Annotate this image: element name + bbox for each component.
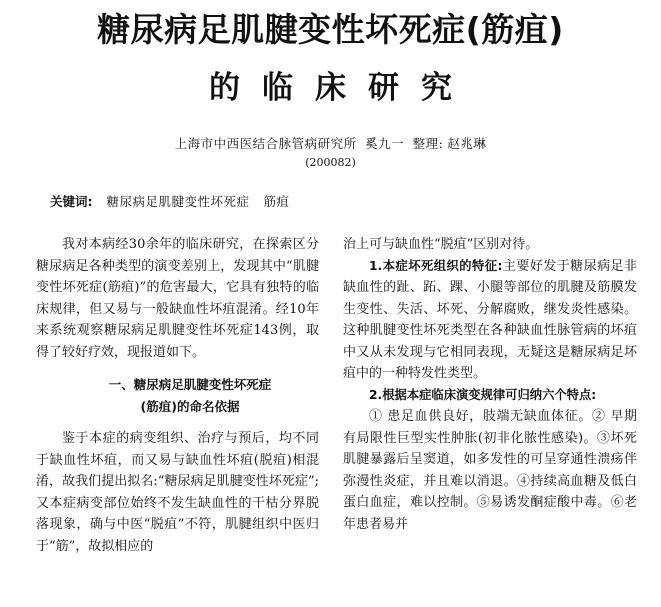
point-1-text: 主要好发于糖尿病足非缺血性的趾、跖、踝、小腿等部位的肌腱及筋膜发生变性、失活、坏死、分解腐败，继发炎性感染。这种肌腱变性坏死类型在各种缺血性脉管病的坏疽中又从未发现与它相同表现，无疑这是糖尿病足坏疽中的一种特发性类型。 [343,258,637,381]
point-2-heading [343,385,637,407]
point-1-label: 1.本症坏死组织的特征: [369,258,503,273]
section-1-heading [36,374,319,417]
keywords-label: 关键词: [50,194,93,209]
keyword-item: 筋疽 [263,194,290,209]
organizer-label: 整理: [412,136,444,151]
section-1-heading-line-2: (筋疽)的命名依据 [140,398,240,414]
keyword-item: 糖尿病足肌腱变性坏死症 [106,194,250,209]
point-1-paragraph [343,256,637,385]
section-1-heading-line-1: 一、糖尿病足肌腱变性坏死症 [108,377,272,392]
institute-name: 上海市中西医结合脉管病研究所 [174,136,357,151]
left-column [36,234,319,557]
organizer-name: 赵兆琳 [447,136,487,151]
intro-paragraph: 我对本病经30余年的临床研究，在探索区分糖尿病足各种类型的演变差别上，发现其中“肌腱变性坏死症(筋疽)”的危害最大，它具有独特的临床规律，但又易与一般缺血性坏疽混淆。经10年来系统观察糖尿病足肌腱变性坏死症143例，取得了较好疗效，现报道如下。 [36,237,319,360]
keywords-line [50,192,290,210]
right-column [343,234,637,535]
point-2-paragraph: ① 患足血供良好，肢端无缺血体征。② 早期有局限性巨型实性肿胀(初非化脓性感染)。③坏死肌腱暴露后呈窦道，如多发性的可呈穿通性溃疡伴弥漫性炎症，并且难以消退。④持续高血糖及低白蛋白血症，难以控制。⑤易诱发酮症酸中毒。⑥老年患者易并 [343,409,637,532]
article-title-line-2: 的临床研究 [209,70,474,106]
postcode: (200082) [305,156,356,169]
article-title-line-1: 糖尿病足肌腱变性坏死症(筋疽) [97,10,564,49]
author-name: 奚九一 [365,136,405,151]
point-2-label: 2.根据本症临床演变规律可归纳六个特点: [369,387,597,402]
continuation-paragraph: 治上可与缺血性“脱疽”区别对待。 [343,237,539,252]
section-1-paragraph: 鉴于本症的病变组织、治疗与预后，均不同于缺血性坏疽，而又易与缺血性坏疽(脱疽)相混淆，故我们提出拟名:“糖尿病足肌腱变性坏死症”;又本症病变部位始终不发生缺血性的干枯分界脱落现象，确与中医“脱疽”不符，肌腱组织中医归于“筋”，故拟相应的 [36,431,319,554]
author-affiliation [0,134,661,152]
